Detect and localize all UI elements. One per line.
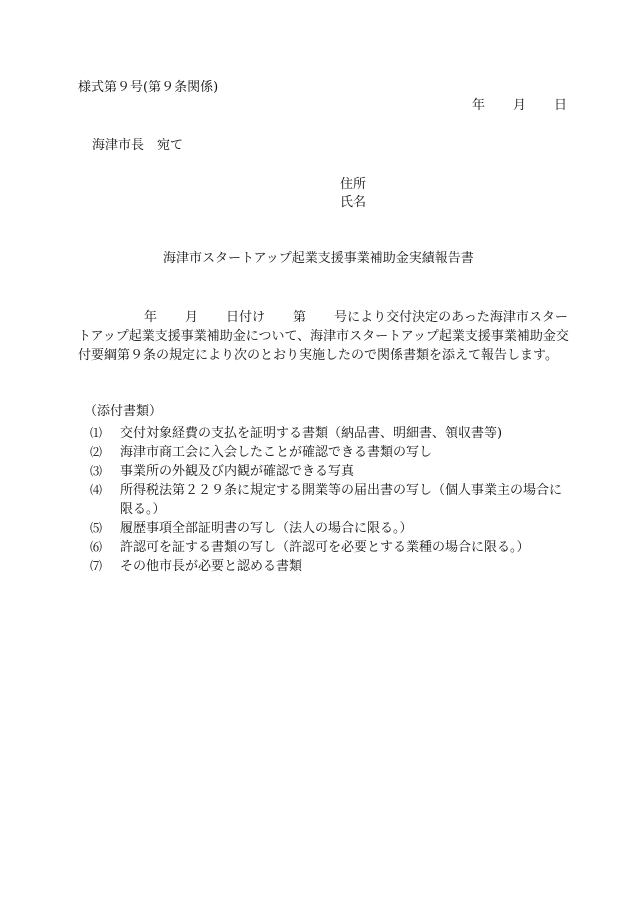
date-day: 日 <box>554 98 568 113</box>
body-month: 月 <box>185 310 199 325</box>
body-paragraph <box>78 308 578 365</box>
item-text: 履歴事項全部証明書の写し（法人の場合に限る。） <box>120 521 413 536</box>
item-number: ⑶ <box>90 464 103 478</box>
item-text: 所得税法第２２９条に規定する開業等の届出書の写し（個人事業主の場合に限る。） <box>120 483 563 517</box>
list-item <box>90 424 570 443</box>
form-number: 様式第９号(第９条関係) <box>78 80 219 95</box>
body-year: 年 <box>144 310 158 325</box>
item-number: ⑹ <box>90 540 103 554</box>
item-number: ⑵ <box>90 445 103 459</box>
item-text: 許認可を証する書類の写し（許認可を必要とする業種の場合に限る。） <box>120 540 530 555</box>
recipient: 海津市長 宛て <box>92 138 184 153</box>
body-dai: 第 <box>293 310 307 325</box>
item-text: 交付対象経費の支払を証明する書類（納品書、明細書、領収書等) <box>120 426 503 441</box>
list-item <box>90 557 570 576</box>
item-text: 事業所の外観及び内観が確認できる写真 <box>120 464 355 479</box>
date-year: 年 <box>472 98 486 113</box>
attachments-list <box>90 424 570 576</box>
document-title: 海津市スタートアップ起業支援事業補助金実績報告書 <box>163 251 474 266</box>
attachments-heading: （添付書類） <box>84 404 163 419</box>
report-date <box>472 99 567 112</box>
item-text: その他市長が必要と認める書類 <box>120 559 303 574</box>
item-number: ⑺ <box>90 559 103 573</box>
date-month: 月 <box>513 98 527 113</box>
item-number: ⑸ <box>90 521 103 535</box>
address-label: 住所 <box>340 177 367 192</box>
item-number: ⑷ <box>90 483 103 497</box>
list-item <box>90 538 570 557</box>
item-text: 海津市商工会に入会したことが確認できる書類の写し <box>120 445 433 460</box>
list-item <box>90 443 570 462</box>
name-label: 氏名 <box>340 195 367 210</box>
list-item <box>90 481 570 519</box>
body-main-text: 号により交付決定のあった海津市スタートアップ起業支援事業補助金について、海津市スタートアップ起業支援事業補助金交付要綱第９条の規定により次のとおり実施したので関係書類を添えて報告します。 <box>78 310 569 363</box>
body-day-suffix: 日付け <box>226 310 266 325</box>
list-item <box>90 462 570 481</box>
item-number: ⑴ <box>90 426 103 440</box>
list-item <box>90 519 570 538</box>
